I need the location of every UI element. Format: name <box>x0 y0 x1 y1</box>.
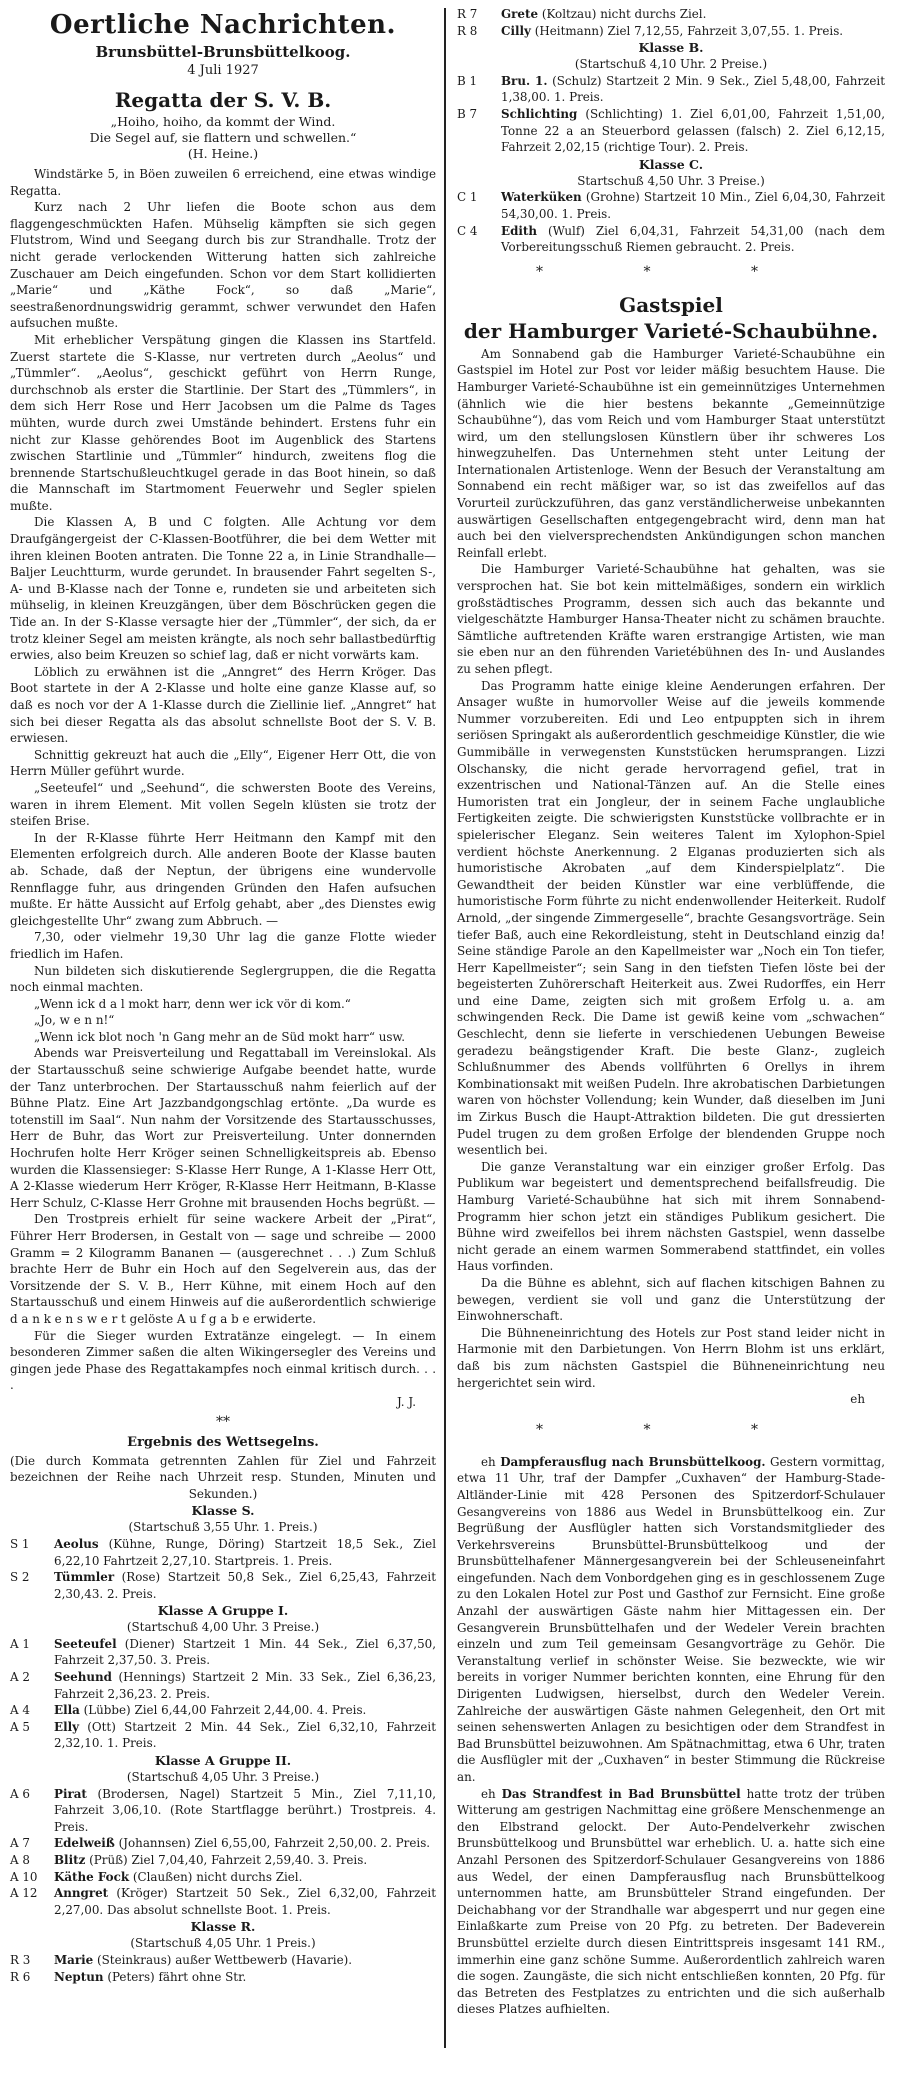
paragraph: „Seeteufel“ und „Seehund“, die schwersten Boote des Vereins, waren in ihrem Element. Mit vollen Segeln klüsten sie trotz der steifen Brise. <box>10 780 436 829</box>
paragraph: Nun bildeten sich diskutierende Seglergruppen, die die Regatta noch einmal machten. <box>10 963 436 995</box>
entry-details: (Rose) Startzeit 50,8 Sek., Ziel 6,25,43, Fahrzeit 2,30,43. 2. Preis. <box>54 1570 436 1601</box>
result-entry <box>10 1952 436 1969</box>
boat-name: Grete <box>501 7 539 21</box>
entry-details: (Kühne, Runge, Döring) Startzeit 18,5 Sek., Ziel 6,22,10 Fahrtzeit 2,27,10. Startpreis. 1. Preis. <box>54 1536 436 1568</box>
entry-text <box>54 1569 436 1602</box>
entry-number: A 5 <box>10 1719 30 1734</box>
boat-name: Elly <box>54 1719 80 1734</box>
boat-name: Käthe Fock <box>54 1869 130 1884</box>
class-heading: Klasse R. <box>190 1919 256 1935</box>
class-start-info: Startschuß 4,50 Uhr. 3 Preise.) <box>577 173 765 188</box>
entry-text <box>54 1702 436 1719</box>
result-entry <box>10 1969 436 1986</box>
dampfer-text: Gestern vormittag, etwa 11 Uhr, traf der Dampfer „Cuxhaven“ der Hamburg-Stade-Altländer-Linie mit 428 Personen des Spitzerdorf-Schulauer Gesangvereins von 1886 aus Wedel in Brunsbüttelkoog ein. Zur Begrüßung der Ausflügler hatten sich Vorstandsmitglieder des Verkehrsvereins Brunsbüttel-Brunsbüttelkoog und der Brunsbüttelhafener Männergesangverein bei der Schleuseneinfahrt eingefunden. Nach dem Vonbordgehen ging es in geschlossenem Zuge zu den Lokalen Hotel zur Post und Gasthof zur Fernsicht. Eine große Anzahl der auswärtigen Gäste nahm hier Mittagessen ein. Der Gesangverein Brunsbüttelhafen und der Wedeler Verein brachten einzeln und zum Teil gemeinsam Gesangvorträge zu Gehör. Die Veranstaltung verlief in schönster Weise. Sie bezweckte, wie wir bereits in voriger Nummer berichten konnten, eine Ehrung für den Dirigenten Ludwigsen, hierselbst, durch den Wedeler Verein. Zahlreiche der auswärtigen Gäste nahmen Gelegenheit, den Ort mit seinen sehenswerten Anlagen zu besichtigen oder dem Strandfest in Bad Brunsbüttel beizuwohnen. Am Spätnachmittag, etwa 6 Uhr, traten die Ausflügler mit der „Cuxhaven“ in bester Stimmung die Rückreise an. <box>457 1454 886 1784</box>
strandfest-article <box>457 1786 885 2018</box>
entry-number: B 7 <box>457 106 478 121</box>
results-list-right <box>457 6 885 256</box>
result-entry <box>457 6 885 23</box>
paragraph: Mit erheblicher Verspätung gingen die Klassen ins Startfeld. Zuerst startete die S-Klasse, nur vertreten durch „Aeolus“ und „Tümmler“. „Aeolus“, geschickt geführt von Herrn Runge, durchschnob als erster die Startlinie. Der Start des „Tümmlers“, in dem sich Herr Rose und Herr Jacobsen um die Palme ds Tages mühten, wurde durch zwei Umstände behindert. Erstens fuhr ein nicht zur Klasse gehörendes Boot im Augenblick des Startens zwischen Startlinie und „Tümmler“ hindurch, zweitens flog die brennende Startschußleuchtkugel gerade in das Boot hinein, so daß die Mannschaft im Startmoment Feuerwehr und Segler spielen mußte. <box>10 332 436 513</box>
paragraph: In der R-Klasse führte Herr Heitmann den Kampf mit den Elementen erfolgreich durch. Alle anderen Boote der Klasse bauten ab. Schade, daß der Neptun, der übrigens eine wundervolle Rennflagge fuhr, aus dringenden Gründen den Hafen aufsuchen mußte. Er hätte Aussicht auf Erfolg gehabt, aber „des Dienstes ewig gleichgestellte Uhr“ zwang zum Abbruch. — <box>10 830 436 928</box>
regatta-headline: Regatta der S. V. B. <box>114 88 332 112</box>
date-line: 4 Juli 1927 <box>187 63 259 78</box>
results-separator: ** <box>216 1413 230 1430</box>
entry-number: A 10 <box>10 1869 38 1884</box>
result-entry <box>457 23 885 40</box>
entry-details: (Kröger) Startzeit 50 Sek., Ziel 6,32,00, Fahrzeit 2,27,00. Das absolut schnellste Boot. 1. Preis. <box>54 1886 437 1917</box>
class-start-info: (Startschuß 4,00 Uhr. 3 Preise.) <box>126 1620 320 1635</box>
result-entry <box>10 1669 436 1702</box>
entry-text <box>54 1719 436 1752</box>
entry-number: R 6 <box>10 1969 31 1984</box>
result-entry <box>10 1702 436 1719</box>
left-column <box>10 0 436 1985</box>
strandfest-author: eh <box>481 1786 496 1801</box>
right-column <box>457 0 885 2018</box>
entry-details: (Peters) fährt ohne Str. <box>107 1969 247 1984</box>
boat-name: Seeteufel <box>54 1636 117 1651</box>
regatta-signature: J. J. <box>396 1394 416 1409</box>
entry-details: (Lübbe) Ziel 6,44,00 Fahrzeit 2,44,00. 4. Preis. <box>83 1703 367 1718</box>
entry-number: C 4 <box>457 223 478 238</box>
paragraph: 7,30, oder vielmehr 19,30 Uhr lag die ganze Flotte wieder friedlich im Hafen. <box>10 930 436 961</box>
entry-text <box>501 189 885 222</box>
entry-details: (Johannsen) Ziel 6,55,00, Fahrzeit 2,50,00. 2. Preis. <box>118 1836 431 1851</box>
paragraph: Die Hamburger Varieté-Schaubühne hat gehalten, was sie versprochen hat. Sie bot kein mittelmäßiges, sondern ein wirklich großstädtisches Programm, dessen sich auch das bekannte und vielgeschätzte Hamburger Hansa-Theater nicht zu schämen brauchte. Sämtliche auftretenden Kräfte waren erstrangige Artisten, wie man sie eben nur an den führenden Varietébühnen des In- und Auslandes zu sehen pflegt. <box>457 562 885 676</box>
entry-details: (Claußen) nicht durchs Ziel. <box>132 1869 303 1884</box>
entry-number: R 7 <box>457 7 478 21</box>
result-entry <box>457 223 885 256</box>
paragraph: Windstärke 5, in Böen zuweilen 6 erreichend, eine etwas windige Regatta. <box>10 167 436 198</box>
gastspiel-article-body <box>457 346 885 1408</box>
entry-details: (Prüß) Ziel 7,04,40, Fahrzeit 2,59,40. 3. Preis. <box>89 1853 368 1867</box>
boat-name: Aeolus <box>54 1536 99 1551</box>
strandfest-title: Das Strandfest in Bad Brunsbüttel <box>501 1786 741 1801</box>
masthead: Oertliche Nachrichten. <box>49 10 397 40</box>
paragraph: Die ganze Veranstaltung war ein einziger großer Erfolg. Das Publikum war begeistert und dementsprechend beifallsfreudig. Die Hamburg Varieté-Schaubühne hat sich mit ihrem Sonnabend-Programm hier schon jetzt ein ständiges Publikum gesichert. Die Bühne wird zweifellos bei ihrem nächsten Gastspiel, wenn dasselbe nicht gerade an einem warmen Sommerabend stattfindet, ein volles Haus vorfinden. <box>457 1159 885 1274</box>
entry-details: (Steinkraus) außer Wettbewerb (Havarie). <box>97 1952 353 1967</box>
boat-name: Neptun <box>54 1969 104 1984</box>
entry-number: A 7 <box>10 1836 30 1851</box>
entry-text <box>54 1669 436 1702</box>
entry-text <box>501 223 885 256</box>
boat-name: Bru. 1. <box>501 73 548 88</box>
result-entry <box>10 1636 436 1669</box>
class-start-info: (Startschuß 3,55 Uhr. 1. Preis.) <box>128 1520 318 1535</box>
paragraph: Die Bühneneinrichtung des Hotels zur Post stand leider nicht in Harmonie mit den Darbietungen. Von Herrn Blohm ist uns erklärt, daß bis zum nächsten Gastspiel die Bühneneinrichtung neu hergerichtet sein wird. <box>457 1325 885 1390</box>
entry-number: C 1 <box>457 190 478 205</box>
entry-details: (Hennings) Startzeit 2 Min. 33 Sek., Ziel 6,36,23, Fahrzeit 2,36,23. 2. Preis. <box>54 1670 436 1701</box>
result-entry <box>10 1719 436 1752</box>
entry-text <box>54 1969 436 1986</box>
paragraph: Die Klassen A, B und C folgten. Alle Achtung vor dem Draufgängergeist der C-Klassen-Bootführer, die bei dem Wetter mit ihren kleinen Booten antraten. Die Tonne 22 a, in Linie Strandhalle—Baljer Leuchtturm, wurde gerundet. In brausender Fahrt segelten S-, A- und B-Klasse nach der Tonne e, rundeten sie und arbeiteten sich mühselig, in kleinen Kreuzgängen, über dem Böschrücken gegen die Tide an. In der S-Klasse versagte hier der „Tümmler“, der sich, da er trotz kleiner Segel am meisten krängte, als noch sehr ballastbedürftig erwies, also beim Kreuzen so schief lag, daß er nicht vorwärts kam. <box>10 515 436 663</box>
section-separator: * * * <box>536 263 806 280</box>
entry-details: (Brodersen, Nagel) Startzeit 5 Min., Ziel 7,11,10, Fahrzeit 3,06,10. (Rote Startflagge berührt.) Trostpreis. 4. Preis. <box>54 1786 436 1834</box>
place-line: Brunsbüttel-Brunsbüttelkoog. <box>95 43 351 61</box>
entry-details: (Schlichting) 1. Ziel 6,01,00, Fahrzeit 1,51,00, Tonne 22 a an Steuerbord gelassen (falsch) 2. Ziel 6,12,15, Fahrzeit 2,02,15 (richtige Tour). 2. Preis. <box>501 106 885 155</box>
result-entry <box>457 189 885 222</box>
entry-number: A 12 <box>10 1886 38 1901</box>
entry-number: S 2 <box>10 1570 30 1585</box>
paragraph: Für die Sieger wurden Extratänze eingelegt. — In einem besonderen Zimmer saßen die alten Wikingersegler des Vereins und gingen jede Phase des Regattakampfes noch einmal kritisch durch. . . . <box>10 1328 436 1393</box>
dampfer-article <box>457 1454 885 1786</box>
boat-name: Waterküken <box>501 190 582 205</box>
result-entry <box>10 1835 436 1852</box>
result-entry <box>10 1569 436 1602</box>
result-entry <box>10 1786 436 1836</box>
dampfer-title: Dampferausflug nach Brunsbüttelkoog. <box>500 1454 766 1469</box>
boat-name: Seehund <box>54 1670 112 1685</box>
class-start-info: (Startschuß 4,10 Uhr. 2 Preise.) <box>574 57 768 72</box>
gastspiel-headline-1: Gastspiel <box>619 292 723 317</box>
entry-number: A 8 <box>10 1853 30 1867</box>
results-note: (Die durch Kommata getrennten Zahlen für Ziel und Fahrzeit bezeichnen der Reihe nach Uhrzeit resp. Stunden, Minuten und Sekunden.) <box>10 1453 436 1501</box>
entry-number: A 1 <box>10 1636 30 1651</box>
entry-details: (Wulf) Ziel 6,04,31, Fahrzeit 54,31,00 (nach dem Vorbereitungsschuß Riemen gebraucht. 2. Preis. <box>501 223 885 255</box>
paragraph: Das Programm hatte einige kleine Aenderungen erfahren. Der Ansager wußte in humorvoller Weise auf die jeweils kommende Nummer vorzubereiten. Edi und Leo entpuppten sich in ihrem seriösen Springakt als außerordentlich geschmeidige Künstler, die wie Gummibälle in verwegensten Kunststücken herumsprangen. Lizzi Olschansky, die nicht gerade hervorragend gefiel, trat in exzentrischen und National-Tänzen auf. An die Stelle eines Humoristen trat ein Jongleur, der in seinem Fache unglaubliche Fertigkeiten zeigte. Die schwierigsten Kunststücke vollbrachte er in spielerischer Eleganz. Sein weiteres Talent im Xylophon-Spiel verdient höchste Anerkennung. 2 Elganas produzierten sich als humoristische Akrobaten „auf dem Kinderspielplatz“. Die Gewandtheit der beiden Künstler war eine verblüffende, die humoristische Form führte zu nicht endenwollender Heiterkeit. Rudolf Arnold, „der singende Zimmergeselle“, brachte Gesangsvorträge. Sein tiefer Baß, auch eine Rekordleistung, steht in Deutschland einzig da! Seine ständige Parole an den Kapellmeister war „Noch ein Ton tiefer, Herr Kapellmeister“; sein Sang in den tiefsten Tiefen löste bei der begeisterten Zuhörerschaft Heiterkeit aus. Zwei Rudorffes, ein Herr und eine Dame, zeigten sich mit großem Erfolg u. a. am schwingenden Reck. Die Dame ist gewiß keine vom „schwachen“ Geschlecht, denn sie lieferte in verschiedenen Uebungen Beweise geradezu beängstigender Kraft. Die beste Glanz-, zugleich Schlußnummer des Abends vollführten 6 Orellys in ihrem Kombinationsakt mit weißen Pudeln. Ihre akrobatischen Darbietungen waren von höchster Vollendung; kein Wunder, daß dieselben im Juni im Zirkus Busch die Haupt-Attraktion bildeten. Die gut dressierten Pudel trugen zu dem großen Erfolge der blendenden Gruppe noch wesentlich bei. <box>457 678 885 1158</box>
class-heading: Klasse B. <box>638 40 704 56</box>
regatta-article-body <box>10 166 436 1411</box>
entry-details: (Heitmann) Ziel 7,12,55, Fahrzeit 3,07,55. 1. Preis. <box>534 23 844 38</box>
entry-text <box>54 1636 436 1669</box>
entry-number: A 4 <box>10 1703 30 1718</box>
results-list-left <box>10 1502 436 1985</box>
column-divider <box>444 8 446 2048</box>
boat-name: Anngret <box>54 1886 109 1901</box>
entry-text <box>54 1835 436 1852</box>
paragraph: Schnittig gekreuzt hat auch die „Elly“, Eigener Herr Ott, die von Herrn Müller geführt wurde. <box>10 747 436 779</box>
class-heading: Klasse A Gruppe I. <box>157 1603 289 1619</box>
paragraph: Abends war Preisverteilung und Regattaball im Vereinslokal. Als der Startausschuß seine schwierige Aufgabe beendet hatte, wurde der Tanz unterbrochen. Der Startausschuß nahm feierlich auf der Bühne Platz. Eine Art Jazzbandgongschlag ertönte. „Da wurde es totenstill im Saal“. Nun nahm der Vorsitzende des Startausschusses, Herr de Buhr, das Wort zur Preisverteilung. Unter donnernden Hochrufen holte Herr Kröger seinen Schnelligkeitspreis ab. Ebenso wurden die Klassensieger: S-Klasse Herr Runge, A 1-Klasse Herr Ott, A 2-Klasse wiederum Herr Kröger, R-Klasse Herr Heitmann, B-Klasse Herr Schulz, C-Klasse Herr Grohne mit brausenden Hochs begrüßt. — <box>10 1046 436 1210</box>
entry-text <box>54 1536 436 1569</box>
dialect-quote: „Jo, w e n n!“ <box>34 1013 115 1028</box>
boat-name: Blitz <box>54 1853 86 1867</box>
section-separator: * * * <box>536 1421 806 1438</box>
entry-number: S 1 <box>10 1536 30 1551</box>
entry-text <box>54 1786 436 1836</box>
entry-text <box>501 6 885 23</box>
entry-details: (Ott) Startzeit 2 Min. 44 Sek., Ziel 6,32,10, Fahrzeit 2,32,10. 1. Preis. <box>54 1719 436 1751</box>
class-heading: Klasse C. <box>638 156 704 172</box>
boat-name: Marie <box>54 1952 94 1967</box>
boat-name: Pirat <box>54 1786 87 1801</box>
entry-text <box>54 1885 436 1918</box>
class-start-info: (Startschuß 4,05 Uhr. 3 Preise.) <box>126 1770 320 1785</box>
dialect-quote: „Wenn ick blot noch 'n Gang mehr an de Süd mokt harr“ usw. <box>34 1029 406 1044</box>
entry-text <box>501 23 885 40</box>
result-entry <box>10 1869 436 1886</box>
strandfest-text: hatte trotz der trüben Witterung am gestrigen Nachmittag eine größere Menschenmenge an den Elbstrand gelockt. Der Auto-Pendelverkehr zwischen Brunsbüttelkoog und Brunsbüttel war erheblich. U. a. hatte sich eine Anzahl Personen des Spitzerdorf-Schulauer Gesangvereins von 1886 aus Wedel, der einen Dampferausflug nach Brunsbüttelkoog unternommen hatte, am Brunsbütteler Strand eingefunden. Der Deichabhang vor der Strandhalle war abgesperrt und nur gegen eine Einlaßkarte zum Preise von 20 Pfg. zu betreten. Der Badeverein Brunsbüttel erzielte durch diesen Eintrittspreis insgesamt 141 RM., immerhin eine ganz schöne Summe. Außerordentlich zahlreich waren die sogen. Zaungäste, die sich nicht entschließen konnten, 20 Pfg. für das Betreten des Festplatzes zu entrichten und die sich außerhalb dieses Platzes aufhielten. <box>457 1786 886 2017</box>
result-entry <box>10 1885 436 1918</box>
entry-number: R 3 <box>10 1952 31 1967</box>
result-entry <box>10 1536 436 1569</box>
dialect-quote: „Wenn ick d a l mokt harr, denn wer ick vör di kom.“ <box>34 996 351 1011</box>
paragraph: Den Trostpreis erhielt für seine wackere Arbeit der „Pirat“, Führer Herr Brodersen, in Gestalt von — sage und schreibe — 2000 Gramm = 2 Kilogramm Bananen — (ausgerechnet . . .) Zum Schluß brachte Herr de Buhr ein Hoch auf den Segelverein aus, das der Vorsitzende der S. V. B., Herr Kühne, mit einem Hoch auf den Startausschuß und einem Hinweis auf die außerordentlich schwierige d a n k e n s w e r t gelöste A u f g a b e erwiderte. <box>10 1212 436 1326</box>
entry-details: (Schulz) Startzeit 2 Min. 9 Sek., Ziel 5,48,00, Fahrzeit 1,38,00. 1. Preis. <box>501 73 886 105</box>
paragraph: Am Sonnabend gab die Hamburger Varieté-Schaubühne ein Gastspiel im Hotel zur Post vor leider mäßig besuchtem Hause. Die Hamburger Varieté-Schaubühne ist ein gemeinnütziges Unternehmen (ähnlich wie die hier bestens bekannte „Gemeinnützige Schaubühne“), das vom Reich und vom Hamburger Staat unterstützt wird, um den stellungslosen Künstlern über ihr schweres Los hinwegzuhelfen. Das Unternehmen steht unter Leitung der Internationalen Artistenloge. Wenn der Besuch der Veranstaltung am Sonnabend ein recht mäßiger war, so ist das zweifellos auf das Vorurteil zurückzuführen, das ganz verständlicherweise unbekannten auswärtigen Gesellschaften entgegengebracht wird, denn man hat auch bei den vielversprechendsten Ankündigungen schon manchen Reinfall erlebt. <box>457 346 885 560</box>
boat-name: Edelweiß <box>54 1836 115 1851</box>
boat-name: Ella <box>54 1703 80 1718</box>
boat-name: Cilly <box>501 23 531 38</box>
entry-text <box>501 106 885 156</box>
regatta-quote-line1: „Hoiho, hoiho, da kommt der Wind. <box>110 114 336 129</box>
boat-name: Edith <box>501 223 538 238</box>
result-entry <box>457 73 885 106</box>
entry-details: (Grohne) Startzeit 10 Min., Ziel 6,04,30, Fahrzeit 54,30,00. 1. Preis. <box>501 190 885 221</box>
entry-details: (Koltzau) nicht durchs Ziel. <box>541 7 707 21</box>
entry-number: A 2 <box>10 1670 30 1685</box>
dampfer-author: eh <box>481 1454 496 1469</box>
gastspiel-signature: eh <box>850 1392 865 1407</box>
gastspiel-headline-2: der Hamburger Varieté-Schaubühne. <box>463 318 879 343</box>
paragraph: Löblich zu erwähnen ist die „Anngret“ des Herrn Kröger. Das Boot startete in der A 2-Klasse und holte eine ganze Klasse auf, so daß es noch vor der A 1-Klasse durch die Ziellinie lief. „Anngret“ hat sich bei dieser Regatta als das absolut schnellste Boot der S. V. B. erwiesen. <box>10 664 436 746</box>
result-entry <box>457 106 885 156</box>
paragraph: Kurz nach 2 Uhr liefen die Boote schon aus dem flaggengeschmückten Hafen. Mühselig kämpften sie sich gegen Flutstrom, Wind und Seegang durch bis zur Strandhalle. Trotz der nicht gerade verlockenden Witterung hatten sich zahlreiche Zuschauer am Deich eingefunden. Schon vor dem Start kollidierten „Marie“ und „Käthe Fock“, so daß „Marie“, seestraßenordnungswidrig gerammt, schwer verwundet den Hafen aufsuchen mußte. <box>10 200 436 331</box>
paragraph: Da die Bühne es ablehnt, sich auf flachen kitschigen Bahnen zu bewegen, verdient sie voll und ganz die Unterstützung der Einwohnerschaft. <box>457 1275 885 1324</box>
class-heading: Klasse A Gruppe II. <box>154 1753 292 1769</box>
class-heading: Klasse S. <box>191 1503 255 1519</box>
entry-text <box>501 73 885 106</box>
boat-name: Tümmler <box>54 1570 115 1585</box>
regatta-quote-line2: Die Segel auf, sie flattern und schwellen.“ <box>89 130 357 145</box>
entry-text <box>54 1869 436 1886</box>
regatta-quote-author: (H. Heine.) <box>187 146 259 161</box>
entry-number: A 6 <box>10 1786 30 1801</box>
entry-details: (Diener) Startzeit 1 Min. 44 Sek., Ziel 6,37,50, Fahrzeit 2,37,50. 3. Preis. <box>54 1636 436 1668</box>
entry-number: B 1 <box>457 73 478 88</box>
entry-text <box>54 1952 436 1969</box>
class-start-info: (Startschuß 4,05 Uhr. 1 Preis.) <box>130 1936 316 1951</box>
entry-number: R 8 <box>457 23 478 38</box>
results-title: Ergebnis des Wettsegelns. <box>127 1434 319 1450</box>
boat-name: Schlichting <box>501 106 578 121</box>
entry-text <box>54 1852 436 1869</box>
result-entry <box>10 1852 436 1869</box>
